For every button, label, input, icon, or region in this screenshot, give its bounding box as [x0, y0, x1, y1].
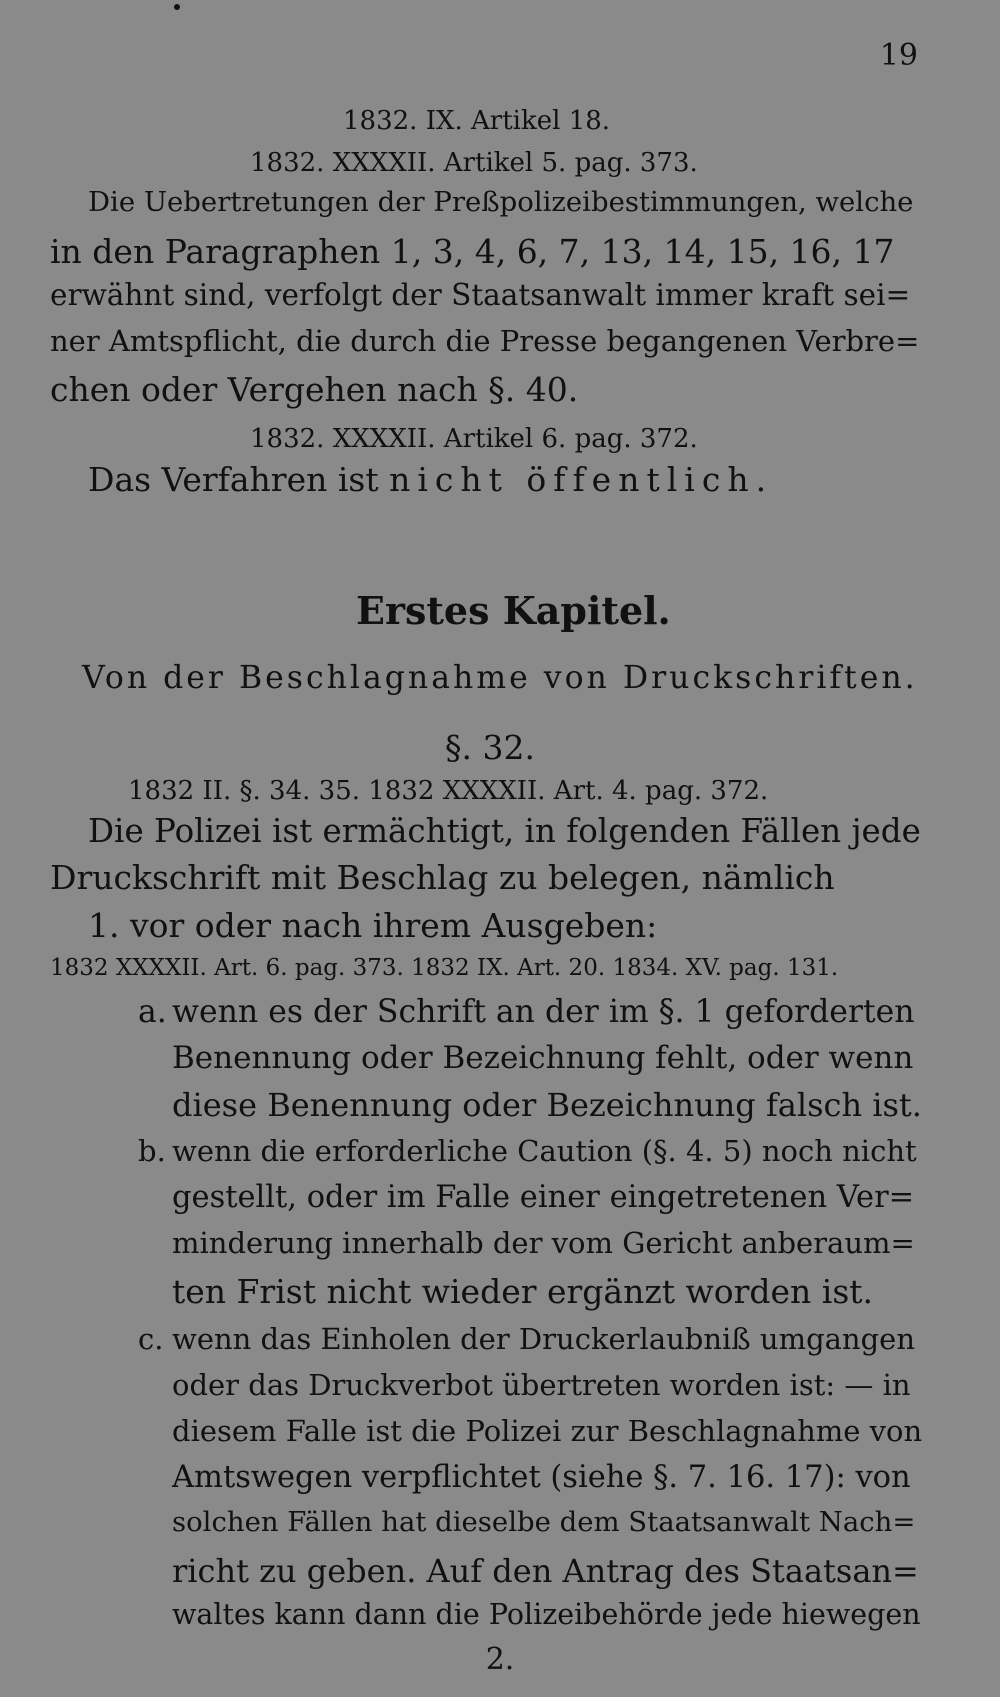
- text-line: minderung innerhalb der vom Gericht anberaum=: [172, 1226, 915, 1260]
- item-marker: b.: [138, 1134, 166, 1168]
- text-line: Amtswegen verpflichtet (siehe §. 7. 16. 17): von: [172, 1460, 911, 1495]
- reference-line: 1832. XXXXII. Artikel 5. pag. 373.: [250, 148, 698, 178]
- speck: [174, 4, 180, 10]
- section-number: §. 32.: [445, 728, 535, 767]
- text-line: diesem Falle ist die Polizei zur Beschlagnahme von: [172, 1414, 923, 1448]
- chapter-subheading: Von der Beschlagnahme von Druckschriften.: [82, 660, 918, 696]
- text-line: gestellt, oder im Falle einer eingetretenen Ver=: [172, 1180, 915, 1215]
- text-line: ten Frist nicht wieder ergänzt worden ist.: [172, 1272, 874, 1311]
- reference-line: 1832. IX. Artikel 18.: [343, 106, 611, 136]
- text-line: solchen Fällen hat dieselbe dem Staatsanwalt Nach=: [172, 1506, 916, 1538]
- text-line: oder das Druckverbot übertreten worden ist: — in: [172, 1368, 911, 1402]
- text-line: richt zu geben. Auf den Antrag des Staatsan=: [172, 1552, 919, 1590]
- sub-item-a: [138, 994, 915, 1030]
- signature-mark: 2.: [485, 1642, 515, 1677]
- text-line: chen oder Vergehen nach §. 40.: [50, 370, 579, 409]
- text-line: ner Amtspflicht, die durch die Presse begangenen Verbre=: [50, 324, 920, 358]
- sub-item-b: [138, 1134, 917, 1168]
- text-fragment: Das Verfahren ist: [88, 460, 390, 499]
- text-line: Druckschrift mit Beschlag zu belegen, nämlich: [50, 858, 835, 897]
- text-line: waltes kann dann die Polizeibehörde jede hiewegen: [172, 1598, 921, 1631]
- reference-line: 1832. XXXXII. Artikel 6. pag. 372.: [250, 424, 698, 454]
- text-line: [88, 460, 773, 499]
- list-item: 1. vor oder nach ihrem Ausgeben:: [88, 906, 658, 945]
- text-line: Benennung oder Bezeichnung fehlt, oder wenn: [172, 1040, 914, 1076]
- text-line: erwähnt sind, verfolgt der Staatsanwalt immer kraft sei=: [50, 278, 911, 312]
- item-marker: a.: [138, 994, 167, 1030]
- spaced-text: nicht öffentlich.: [389, 460, 774, 499]
- text-fragment: wenn es der Schrift an der im §. 1 geforderten: [172, 994, 915, 1030]
- text-line: in den Paragraphen 1, 3, 4, 6, 7, 13, 14, 15, 16, 17: [50, 232, 895, 271]
- chapter-heading: Erstes Kapitel.: [356, 588, 671, 633]
- item-marker: c.: [138, 1322, 164, 1356]
- text-line: Die Uebertretungen der Preßpolizeibestimmungen, welche: [88, 186, 914, 218]
- text-line: diese Benennung oder Bezeichnung falsch ist.: [172, 1086, 922, 1124]
- text-fragment: wenn das Einholen der Druckerlaubniß umgangen: [172, 1322, 915, 1356]
- text-fragment: wenn die erforderliche Caution (§. 4. 5) noch nicht: [172, 1134, 917, 1168]
- text-line: Die Polizei ist ermächtigt, in folgenden Fällen jede: [88, 812, 921, 850]
- reference-line: 1832 XXXXII. Art. 6. pag. 373. 1832 IX. Art. 20. 1834. XV. pag. 131.: [50, 955, 839, 981]
- sub-item-c: [138, 1322, 915, 1356]
- page-number: 19: [879, 38, 918, 73]
- reference-line: 1832 II. §. 34. 35. 1832 XXXXII. Art. 4. pag. 372.: [128, 776, 769, 806]
